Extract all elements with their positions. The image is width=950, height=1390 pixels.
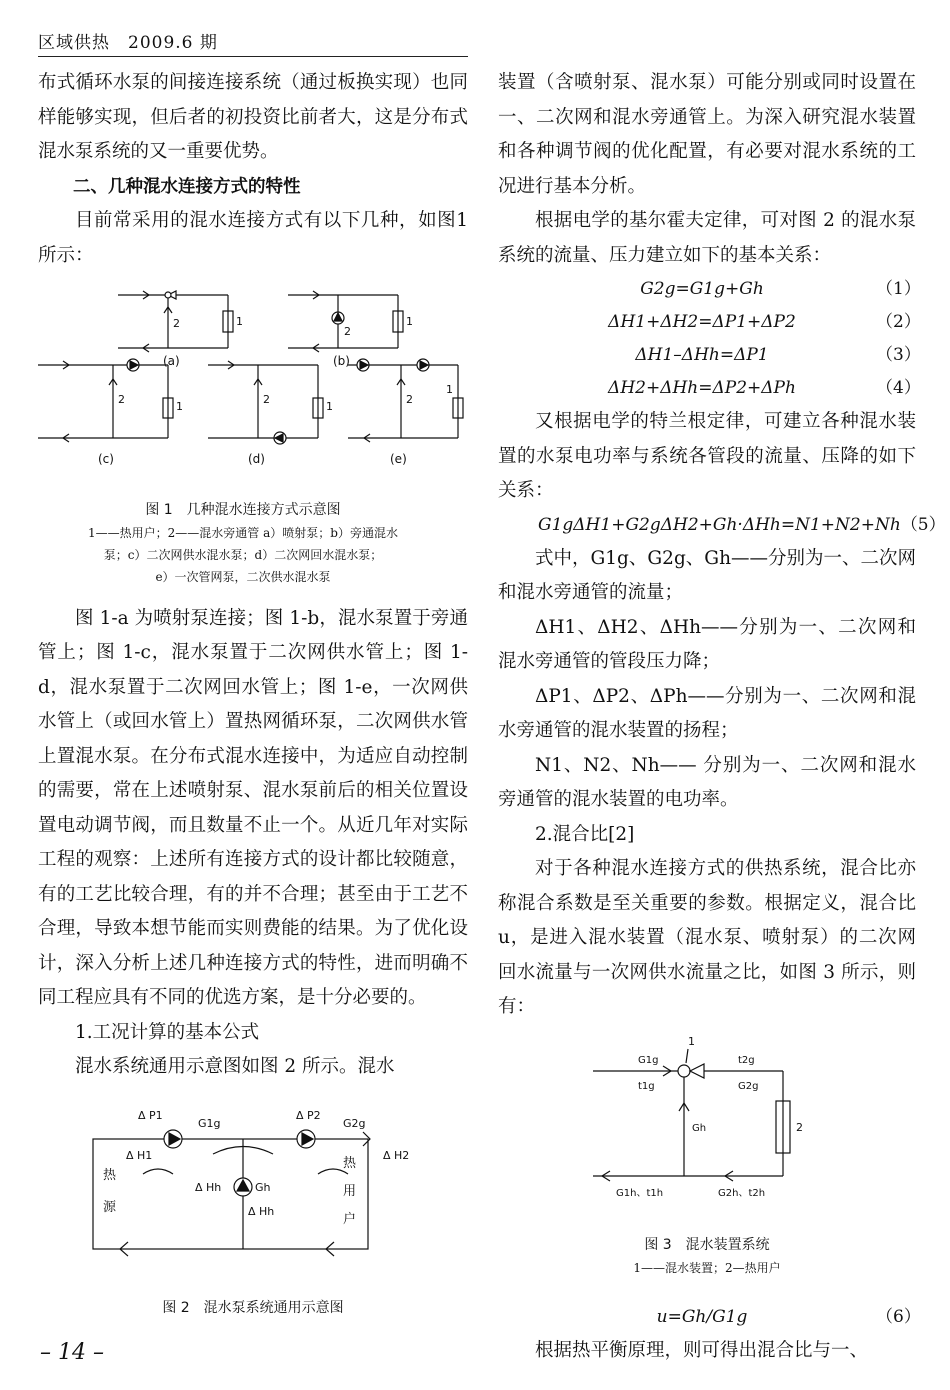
page-number: – 14 – (40, 1340, 104, 1365)
svg-text:(c): (c) (98, 452, 114, 466)
svg-text:1: 1 (176, 400, 183, 413)
svg-text:Δ H1: Δ H1 (126, 1148, 153, 1162)
svg-text:热: 热 (103, 1167, 117, 1183)
svg-text:2: 2 (406, 393, 413, 406)
svg-text:1: 1 (446, 383, 453, 396)
svg-text:G2h、t2h: G2h、t2h (718, 1187, 766, 1199)
svg-text:Gh: Gh (692, 1122, 707, 1134)
paragraph-r4: 式中，G1g、G2g、Gh——分别为一、二次网和混水旁通管的流量； (498, 547, 916, 603)
header-rule (38, 56, 468, 57)
figure-1-legend-1: 1——热用户；2——混水旁通管 a）喷射泵；b）旁通混水 (88, 525, 398, 540)
figure-1 (18, 273, 468, 588)
equation-1: G2g=G1g+Gh （1） (640, 279, 921, 299)
svg-text:t1g: t1g (638, 1080, 655, 1092)
svg-text:2: 2 (173, 317, 180, 330)
subheading-1: 1.工况计算的基本公式 (75, 1021, 260, 1043)
paragraph-r9: 根据热平衡原理，则可得出混合比与一、 (535, 1340, 869, 1361)
svg-text:2: 2 (796, 1120, 803, 1134)
equation-5: G1gΔH1+G2gΔH2+Gh·ΔHh=N1+N2+Nh （5） (538, 514, 946, 535)
fig1a (118, 291, 243, 368)
paragraph-fig2: 混水系统通用示意图如图 2 所示。混水 (75, 1056, 395, 1077)
subheading-2: 2.混合比[2] (535, 823, 635, 845)
svg-text:热: 热 (343, 1155, 357, 1171)
svg-text:Δ P2: Δ P2 (296, 1108, 321, 1122)
fig1e (348, 359, 463, 466)
left-column (38, 66, 468, 1320)
paragraph-r3: 又根据电学的特兰根定律，可建立各种混水装置的水泵电功率与系统各管段的流量、压降的如下关系： (498, 411, 916, 501)
figure-1-legend-3: e）一次管网泵，二次供水混水泵 (155, 569, 331, 584)
svg-text:Δ H2: Δ H2 (383, 1148, 410, 1162)
section-heading: 二、几种混水连接方式的特性 (73, 176, 301, 197)
paragraph-r8: 对于各种混水连接方式的供热系统，混合比亦称混合系数是至关重要的参数。根据定义，混合比 u，是进入混水装置（混水泵、喷射泵）的二次网回水流量与一次网供水流量之比，如图 3 所示，则有： (498, 858, 916, 1017)
figure-2-caption: 图 2 混水泵系统通用示意图 (162, 1300, 344, 1316)
svg-text:t2g: t2g (738, 1054, 755, 1066)
equation-2: ΔH1+ΔH2=ΔP1+ΔP2 （2） (608, 312, 921, 332)
paragraph-intro: 布式循环水泵的间接连接系统（通过板换实现）也同样能够实现，但后者的初投资比前者大，这是分布式混水泵系统的又一重要优势。 (38, 72, 468, 162)
paragraph-desc: 图 1-a 为喷射泵连接；图 1-b，混水泵置于旁通管上；图 1-c，混水泵置于二次网供水管上；图 1-d，混水泵置于二次网回水管上；图 1-e，一次网供水管上（或回水管上）置热网循环泵，二次网供水管上置混水泵。在分布式混水连接中，为适应自动控制的需要，常在上述喷射泵、混水泵前后的相关位置设置电动调节阀，而且数量不止一个。从近几年对实际工程的观察：上述所有连接方式的设计都比较随意，有的工艺比较合理，有的并不合理；甚至由于工艺不合理，导致本想节能而实则费能的结果。为了优化设计，深入分析上述几种连接方式的特性，进而明确不同工程应具有不同的优选方案，是十分必要的。 (38, 607, 468, 1008)
svg-text:(a): (a) (163, 354, 180, 368)
svg-text:(b): (b) (333, 354, 350, 368)
figure-3-diagram (498, 1031, 916, 1221)
equation-4: ΔH2+ΔHh=ΔP2+ΔPh （4） (608, 378, 921, 398)
svg-text:1: 1 (406, 315, 413, 328)
fig1d (208, 361, 333, 466)
svg-text:2: 2 (263, 393, 270, 406)
fig1b (288, 291, 413, 368)
svg-text:2: 2 (344, 325, 351, 338)
running-header: 区域供热 2009.6 期 (38, 33, 218, 53)
svg-text:1: 1 (688, 1034, 695, 1048)
svg-text:Δ Hh: Δ Hh (248, 1204, 275, 1218)
svg-text:Gh: Gh (255, 1180, 271, 1194)
paragraph-r7: N1、N2、Nh—— 分别为一、二次网和混水旁通管的混水装置的电功率。 (498, 754, 916, 810)
svg-text:Δ Hh: Δ Hh (195, 1180, 222, 1194)
svg-text:G2g: G2g (343, 1116, 366, 1130)
figure-3-caption: 图 3 混水装置系统 (644, 1237, 770, 1253)
svg-text:1: 1 (326, 400, 333, 413)
paragraph-r2: 根据电学的基尔霍夫定律，可对图 2 的混水泵系统的流量、压力建立如下的基本关系： (498, 210, 916, 266)
figure-1-caption: 图 1 几种混水连接方式示意图 (145, 501, 341, 518)
figure-3-legend: 1——混水装置；2—热用户 (633, 1261, 781, 1275)
paragraph-list: 目前常采用的混水连接方式有以下几种，如图1所示： (38, 210, 468, 266)
svg-text:G2g: G2g (738, 1080, 759, 1092)
svg-text:用: 用 (343, 1183, 357, 1199)
equation-3: ΔH1–ΔHh=ΔP1 （3） (635, 345, 921, 365)
right-column (498, 66, 946, 1369)
paragraph-r1: 装置（含喷射泵、混水泵）可能分别或同时设置在一、二次网和混水旁通管上。为深入研究混水装置和各种调节阀的优化配置，有必要对混水系统的工况进行基本分析。 (498, 72, 916, 197)
paragraph-r5: ΔH1、ΔH2、ΔHh——分别为一、二次网和混水旁通管的管段压力降； (498, 616, 916, 672)
equation-6: u=Gh/G1g （6） (656, 1307, 921, 1327)
svg-text:2: 2 (118, 393, 125, 406)
svg-text:(d): (d) (248, 452, 265, 466)
figure-1-legend-2: 泵；c）二次网供水混水泵；d）二次网回水混水泵； (103, 547, 383, 562)
figure-2-diagram (38, 1099, 468, 1274)
svg-text:1: 1 (236, 315, 243, 328)
figure-1-diagram (18, 273, 468, 483)
fig1c (38, 359, 183, 466)
svg-text:(e): (e) (390, 452, 407, 466)
svg-text:户: 户 (343, 1211, 357, 1227)
svg-text:G1g: G1g (638, 1054, 659, 1066)
svg-text:G1h、t1h: G1h、t1h (616, 1187, 664, 1199)
figure-2 (38, 1099, 468, 1321)
figure-3 (498, 1031, 916, 1280)
paragraph-r6: ΔP1、ΔP2、ΔPh——分别为一、二次网和混水旁通管的混水装置的扬程； (498, 685, 916, 741)
svg-text:源: 源 (103, 1199, 117, 1215)
svg-text:G1g: G1g (198, 1116, 221, 1130)
svg-text:Δ P1: Δ P1 (138, 1108, 163, 1122)
